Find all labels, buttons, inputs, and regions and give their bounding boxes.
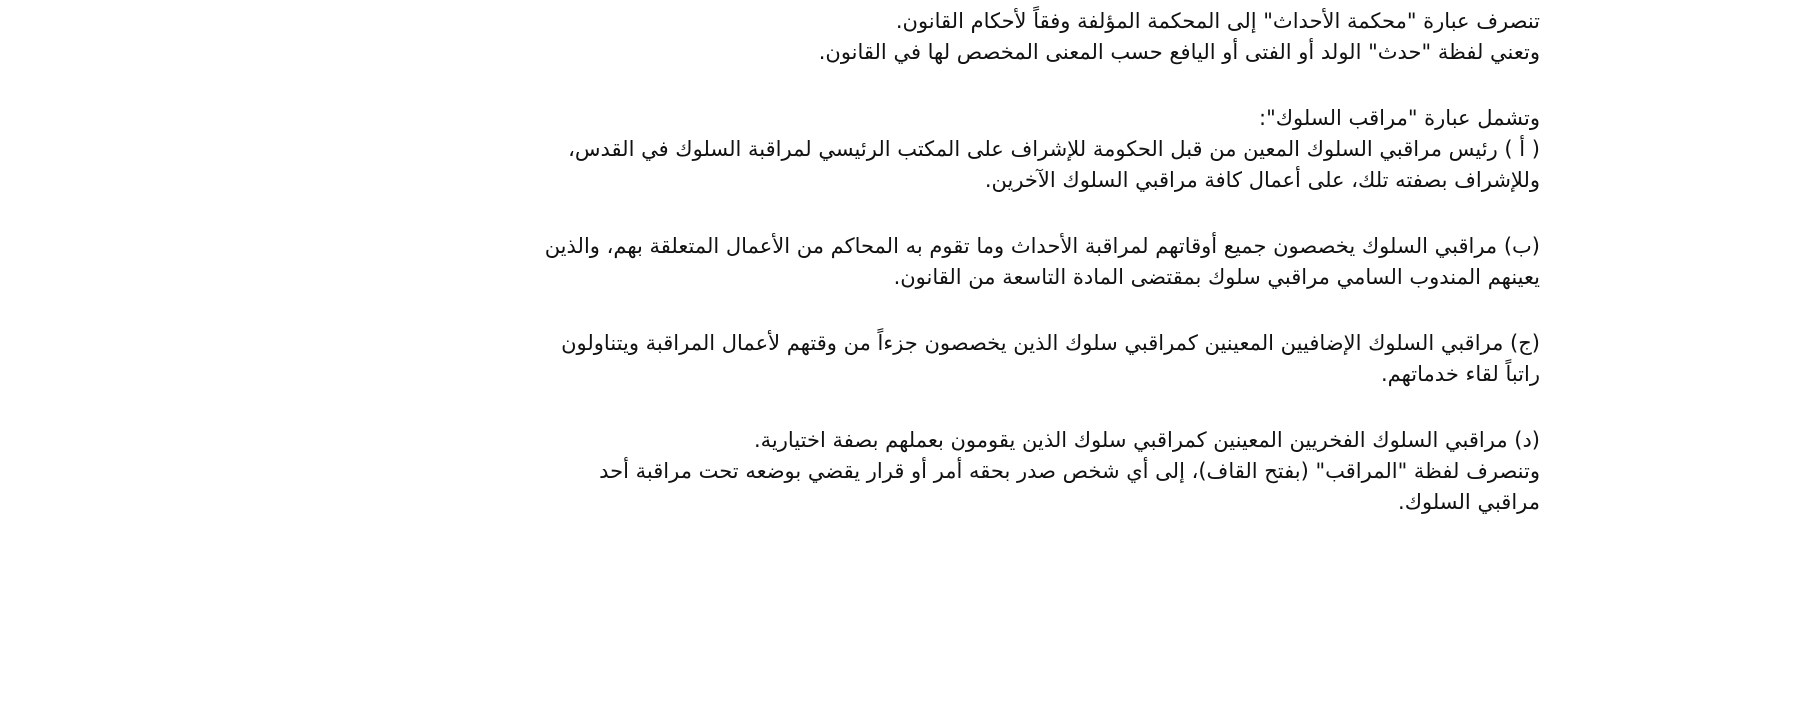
paragraph-gap [262, 68, 1540, 103]
text-line: ( أ ) رئيس مراقبي السلوك المعين من قبل الحكومة للإشراف على المكتب الرئيسي لمراقبة السلوك في القدس، [568, 137, 1540, 161]
paragraph-gap [262, 196, 1540, 231]
text-line: وتشمل عبارة "مراقب السلوك": [1259, 106, 1540, 130]
text-line: راتباً لقاء خدماتهم. [1380, 362, 1540, 386]
document-page [262, 6, 1540, 518]
text-line: مراقبي السلوك. [1398, 490, 1540, 514]
text-line: وتعني لفظة "حدث" الولد أو الفتى أو اليافع حسب المعنى المخصص لها في القانون. [818, 40, 1540, 64]
definition-probation-officer [262, 103, 1540, 196]
text-line: وللإشراف بصفته تلك، على أعمال كافة مراقبي السلوك الآخرين. [984, 168, 1540, 192]
text-line: تنصرف عبارة "محكمة الأحداث" إلى المحكمة المؤلفة وفقاً لأحكام القانون. [895, 9, 1540, 33]
text-line: (ب) مراقبي السلوك يخصصون جميع أوقاتهم لمراقبة الأحداث وما تقوم به المحاكم من الأعمال المتعلقة بهم، والذين [544, 234, 1540, 258]
clause-d [262, 425, 1540, 518]
paragraph-gap [262, 390, 1540, 425]
clause-b [262, 231, 1540, 293]
clause-c [262, 328, 1540, 390]
definition-juvenile-court [262, 6, 1540, 68]
text-line: وتنصرف لفظة "المراقب" (بفتح القاف)، إلى أي شخص صدر بحقه أمر أو قرار يقضي بوضعه تحت مراقبة أحد [599, 459, 1540, 483]
text-line: يعينهم المندوب السامي مراقبي سلوك بمقتضى المادة التاسعة من القانون. [893, 265, 1540, 289]
text-line: (ج) مراقبي السلوك الإضافيين المعينين كمراقبي سلوك الذين يخصصون جزءاً من وقتهم لأعمال المراقبة ويتناولون [561, 331, 1540, 355]
paragraph-gap [262, 293, 1540, 328]
text-line: (د) مراقبي السلوك الفخريين المعينين كمراقبي سلوك الذين يقومون بعملهم بصفة اختيارية. [754, 428, 1540, 452]
